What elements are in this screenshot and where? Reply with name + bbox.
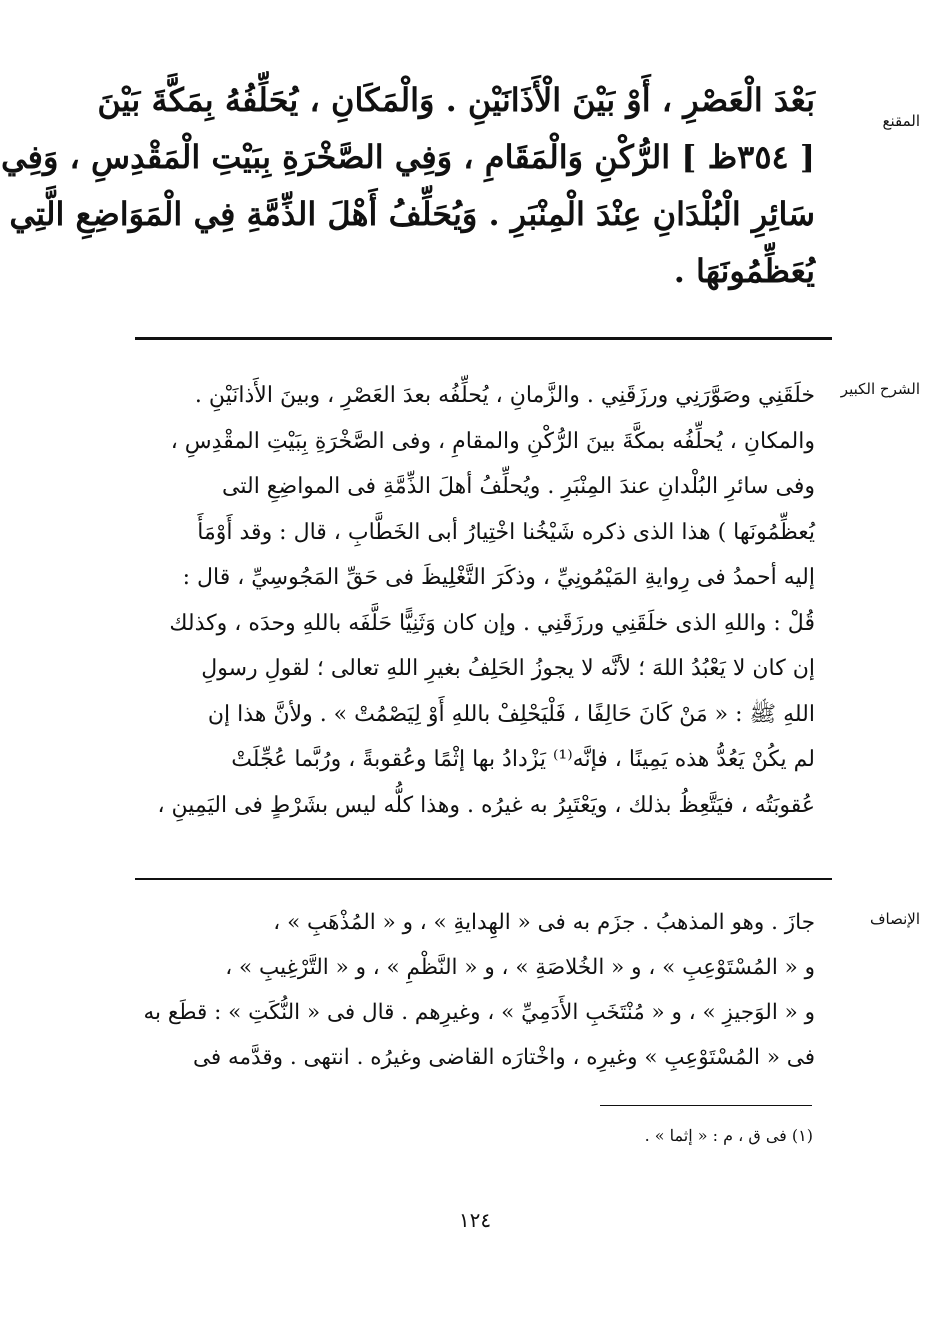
text-line: و « المُسْتَوْعِبِ » ، و « الخُلاصَةِ » ، و « النَّظْمِ » ، و « التَّرْغِيبِ » ،	[225, 955, 815, 980]
text-line: جازَ . وهو المذهبُ . جزَم به فى « الهِدايةِ » ، و « المُذْهَبِ » ،	[273, 910, 815, 935]
section-label-muqni: المقنع	[882, 112, 920, 130]
text-line: عُقوبَتُه ، فيَتَّعِظُ بذلك ، ويَعْتَبِرُ به غيرُه . وهذا كلُّه ليس بشَرْطٍ فى اليَمِينِ ،	[157, 792, 815, 818]
text-line: [ ٣٥٤ظ ] الرُّكْنِ وَالْمَقَامِ ، وَفِي الصَّخْرَةِ بِبَيْتِ الْمَقْدِسِ ، وَفِي	[0, 138, 815, 176]
muqni-text	[0, 72, 815, 300]
text-line: لم يكُنْ يَعُدُّ هذه يَمِينًا ، فإنَّه⁽¹⁾ يَزْدادُ بها إثْمًا وعُقوبةً ، ورُبَّما عُجِّلَتْ	[231, 747, 815, 772]
text-line: يُعَظِّمُونَهَا .	[673, 252, 815, 290]
text-line: يُعظِّمُونَها ) هذا الذى ذكره شَيْخُنا اخْتِيارُ أبى الخَطَّابِ ، قال : وقد أَوْمَأَ	[197, 519, 815, 545]
section-divider-thick	[135, 337, 832, 340]
footnote: (١) فى ق ، م : « إثما » .	[644, 1126, 813, 1145]
text-line: و « الوَجيزِ » ، و « مُنْتَخَبِ الأَدَمِيِّ » ، وغيرِهم . قال فى « النُّكَتِ » : قطَع به	[143, 1000, 815, 1025]
insaf-text	[135, 900, 815, 1080]
text-line: قُلْ : واللهِ الذى خلَقَنِي ورزَقَنِي . وإن كان وَثَنِيًّا حَلَّفَه باللهِ وحدَه ، وكذلك	[169, 610, 815, 636]
text-line: إن كان لا يَعْبُدُ اللهَ ؛ لأنَّه لا يجوزُ الحَلِفُ بغيرِ اللهِ تعالى ؛ لقولِ رسولِ	[201, 656, 815, 681]
text-line: سَائِرِ الْبُلْدَانِ عِنْدَ الْمِنْبَرِ . وَيُحَلِّفُ أَهْلَ الذِّمَّةِ فِي الْمَوَاضِعِ الَّتِي	[9, 195, 815, 233]
section-label-sharh: الشرح الكبير	[840, 380, 920, 398]
text-line: خلَقَنِي وصَوَّرَنِي ورزَقَنِي . والزَّمانِ ، يُحلِّفُه بعدَ العَصْرِ ، وبينَ الأَذانَيْنِ .	[194, 383, 815, 408]
text-line: والمكانِ ، يُحلِّفُه بمكَّةَ بينَ الرُّكْنِ والمقامِ ، وفى الصَّخْرَةِ بِبَيْتِ المقْدِسِ ،	[170, 428, 815, 454]
footnote-divider	[600, 1105, 812, 1106]
section-label-insaf: الإنصاف	[869, 910, 920, 928]
sharh-text	[135, 373, 815, 828]
page-number: ١٢٤	[458, 1208, 492, 1232]
section-divider-thin	[135, 878, 832, 880]
text-line: إليه أحمدُ فى رِوايةِ المَيْمُونِيِّ ، وذكَرَ التَّغْلِيظَ فى حَقِّ المَجُوسِيِّ ، قال :	[182, 565, 815, 590]
text-line: فى « المُسْتَوْعِبِ » وغيرِه ، واخْتارَه القاضى وغيرُه . انتهى . وقدَّمه فى	[192, 1045, 815, 1070]
text-line: اللهِ ﷺ : « مَنْ كَانَ حَالِفًا ، فَلْيَحْلِفْ باللهِ أَوْ لِيَصْمُتْ » . ولأنَّ هذا إن	[207, 701, 815, 727]
text-line: وفى سائرِ البُلْدانِ عندَ المِنْبَرِ . ويُحلِّفُ أهلَ الذِّمَّةِ فى المواضِعِ التى	[222, 474, 815, 499]
text-line: بَعْدَ الْعَصْرِ ، أَوْ بَيْنَ الْأَذَانَيْنِ . وَالْمَكَانِ ، يُحَلِّفُهُ بِمَكَّةَ بَيْنَ	[97, 81, 815, 119]
